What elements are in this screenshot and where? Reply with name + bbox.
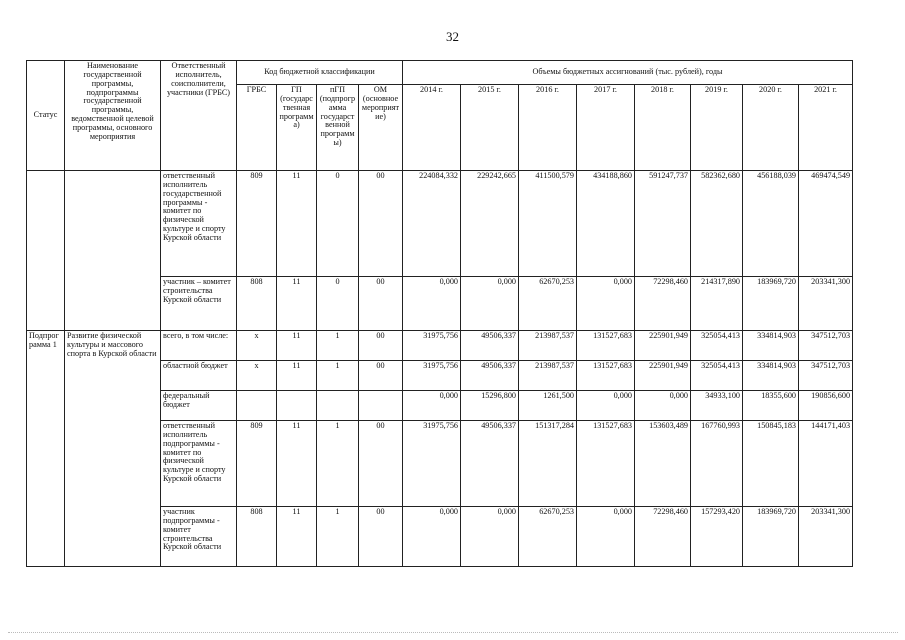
header-year: 2021 г. [799, 85, 853, 171]
status-cell: Подпрограмма 1 [27, 331, 65, 567]
header-name: Наименование государственной программы, подпрограммы государственной программы, ведомственной целевой программы, основного мероприятия [65, 61, 161, 171]
value-cell: 183969,720 [743, 277, 799, 331]
status-cell [27, 171, 65, 331]
pgp-cell: 1 [317, 421, 359, 507]
value-cell: 213987,537 [519, 331, 577, 361]
value-cell: 347512,703 [799, 361, 853, 391]
value-cell: 144171,403 [799, 421, 853, 507]
name-cell: Развитие физической культуры и массового спорта в Курской области [65, 331, 161, 567]
gp-cell: 11 [277, 507, 317, 567]
value-cell: 203341,300 [799, 507, 853, 567]
name-cell [65, 171, 161, 331]
value-cell: 157293,420 [691, 507, 743, 567]
gp-cell: 11 [277, 331, 317, 361]
header-year: 2015 г. [461, 85, 519, 171]
value-cell: 49506,337 [461, 361, 519, 391]
header-volumes-group: Объемы бюджетных ассигнований (тыс. рублей), годы [403, 61, 853, 85]
value-cell: 334814,903 [743, 361, 799, 391]
header-code-om: ОМ (основное мероприятие) [359, 85, 403, 171]
value-cell: 72298,460 [635, 507, 691, 567]
value-cell: 15296,800 [461, 391, 519, 421]
value-cell: 31975,756 [403, 361, 461, 391]
header-year: 2017 г. [577, 85, 635, 171]
om-cell: 00 [359, 331, 403, 361]
pgp-cell: 1 [317, 361, 359, 391]
value-cell: 469474,549 [799, 171, 853, 277]
value-cell: 150845,183 [743, 421, 799, 507]
value-cell: 0,000 [635, 391, 691, 421]
value-cell: 434188,860 [577, 171, 635, 277]
responsible-cell: всего, в том числе: [161, 331, 237, 361]
value-cell: 49506,337 [461, 421, 519, 507]
value-cell: 225901,949 [635, 361, 691, 391]
value-cell: 151317,284 [519, 421, 577, 507]
value-cell: 325054,413 [691, 361, 743, 391]
value-cell: 18355,600 [743, 391, 799, 421]
pgp-cell: 0 [317, 277, 359, 331]
om-cell: 00 [359, 507, 403, 567]
responsible-cell: ответственный исполнитель подпрограммы - комитет по физической культуре и спорту Курской области [161, 421, 237, 507]
value-cell: 0,000 [577, 507, 635, 567]
value-cell: 0,000 [577, 277, 635, 331]
responsible-cell: областной бюджет [161, 361, 237, 391]
header-code-pgp: пГП (подпрограмма государственной программы) [317, 85, 359, 171]
table-row [27, 171, 853, 277]
page-number: 32 [446, 29, 459, 44]
value-cell: 334814,903 [743, 331, 799, 361]
scan-artifact-line [8, 632, 898, 635]
responsible-cell: участник подпрограммы - комитет строительства Курской области [161, 507, 237, 567]
value-cell: 203341,300 [799, 277, 853, 331]
value-cell: 131527,683 [577, 331, 635, 361]
value-cell: 591247,737 [635, 171, 691, 277]
value-cell: 214317,890 [691, 277, 743, 331]
pgp-cell [317, 391, 359, 421]
header-year: 2019 г. [691, 85, 743, 171]
header-code-gp: ГП (государственная программа) [277, 85, 317, 171]
value-cell: 1261,500 [519, 391, 577, 421]
responsible-cell: федеральный бюджет [161, 391, 237, 421]
value-cell: 0,000 [403, 391, 461, 421]
value-cell: 347512,703 [799, 331, 853, 361]
responsible-cell: ответственный исполнитель государственной программы - комитет по физической культуре и спорту Курской области [161, 171, 237, 277]
om-cell [359, 391, 403, 421]
header-year: 2016 г. [519, 85, 577, 171]
gp-cell: 11 [277, 277, 317, 331]
header-status: Статус [27, 61, 65, 171]
value-cell: 49506,337 [461, 331, 519, 361]
om-cell: 00 [359, 421, 403, 507]
pgp-cell: 0 [317, 171, 359, 277]
value-cell: 0,000 [403, 507, 461, 567]
value-cell: 167760,993 [691, 421, 743, 507]
value-cell: 0,000 [577, 391, 635, 421]
om-cell: 00 [359, 277, 403, 331]
pgp-cell: 1 [317, 331, 359, 361]
header-responsible: Ответственный исполнитель, соисполнители, участники (ГРБС) [161, 61, 237, 171]
table-row [27, 331, 853, 361]
header-budget-code-group: Код бюджетной классификации [237, 61, 403, 85]
header-year: 2018 г. [635, 85, 691, 171]
value-cell: 582362,680 [691, 171, 743, 277]
value-cell: 31975,756 [403, 421, 461, 507]
header-year: 2020 г. [743, 85, 799, 171]
grbs-cell [237, 391, 277, 421]
gp-cell: 11 [277, 361, 317, 391]
gp-cell: 11 [277, 171, 317, 277]
grbs-cell: 809 [237, 421, 277, 507]
budget-table [26, 60, 853, 567]
value-cell: 72298,460 [635, 277, 691, 331]
value-cell: 0,000 [461, 277, 519, 331]
value-cell: 62670,253 [519, 277, 577, 331]
value-cell: 131527,683 [577, 361, 635, 391]
value-cell: 224084,332 [403, 171, 461, 277]
value-cell: 225901,949 [635, 331, 691, 361]
om-cell: 00 [359, 361, 403, 391]
value-cell: 34933,100 [691, 391, 743, 421]
value-cell: 0,000 [461, 507, 519, 567]
gp-cell: 11 [277, 421, 317, 507]
grbs-cell: х [237, 361, 277, 391]
value-cell: 131527,683 [577, 421, 635, 507]
value-cell: 0,000 [403, 277, 461, 331]
grbs-cell: 809 [237, 171, 277, 277]
value-cell: 62670,253 [519, 507, 577, 567]
value-cell: 153603,489 [635, 421, 691, 507]
grbs-cell: х [237, 331, 277, 361]
header-code-grbs: ГРБС [237, 85, 277, 171]
grbs-cell: 808 [237, 277, 277, 331]
pgp-cell: 1 [317, 507, 359, 567]
om-cell: 00 [359, 171, 403, 277]
gp-cell [277, 391, 317, 421]
value-cell: 213987,537 [519, 361, 577, 391]
value-cell: 411500,579 [519, 171, 577, 277]
value-cell: 183969,720 [743, 507, 799, 567]
grbs-cell: 808 [237, 507, 277, 567]
value-cell: 325054,413 [691, 331, 743, 361]
value-cell: 190856,600 [799, 391, 853, 421]
value-cell: 229242,665 [461, 171, 519, 277]
header-year: 2014 г. [403, 85, 461, 171]
value-cell: 456188,039 [743, 171, 799, 277]
value-cell: 31975,756 [403, 331, 461, 361]
responsible-cell: участник – комитет строительства Курской области [161, 277, 237, 331]
